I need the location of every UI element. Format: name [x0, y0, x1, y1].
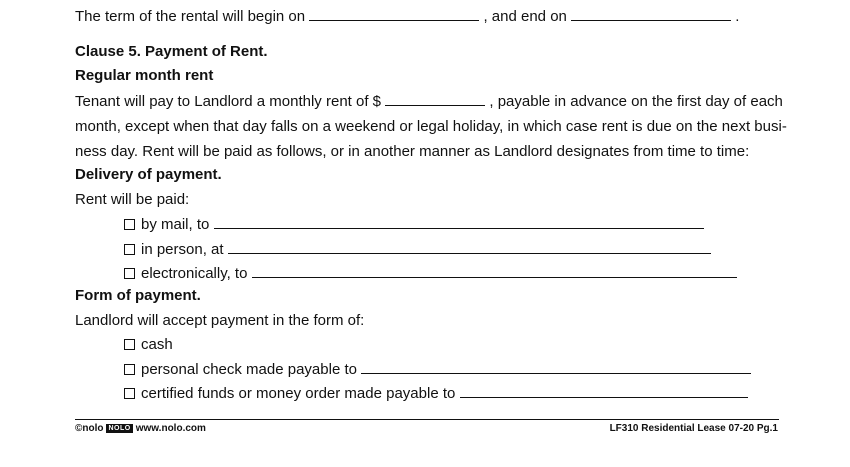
rent-para-line3: ness day. Rent will be paid as follows, or in another manner as Landlord designates from time to time:	[75, 143, 750, 160]
form-option-certified	[124, 384, 748, 403]
electronic-recipient-field[interactable]	[252, 264, 737, 278]
term-end-field[interactable]	[571, 7, 731, 21]
checkbox-cash[interactable]	[124, 339, 135, 350]
checkbox-personal-check[interactable]	[124, 364, 135, 375]
form-heading: Form of payment.	[75, 287, 201, 304]
term-period: .	[735, 8, 740, 25]
checkbox-certified-funds[interactable]	[124, 388, 135, 399]
form-intro: Landlord will accept payment in the form of:	[75, 312, 365, 329]
mail-address-field[interactable]	[214, 215, 704, 229]
rent-amount-field[interactable]	[385, 92, 485, 106]
form-id: LF310 Residential Lease 07-20 Pg.1	[609, 423, 778, 434]
in-person-address-field[interactable]	[228, 240, 711, 254]
check-payee-field[interactable]	[361, 360, 751, 374]
delivery-heading: Delivery of payment.	[75, 166, 222, 183]
term-end-label: , and end on	[483, 8, 567, 25]
copyright-text: ©nolo	[75, 423, 104, 434]
footer-left	[75, 423, 206, 434]
mail-label: by mail, to	[141, 216, 210, 233]
checkbox-electronically[interactable]	[124, 268, 135, 279]
regular-rent-heading: Regular month rent	[75, 67, 214, 84]
electronically-label: electronically, to	[141, 265, 248, 282]
in-person-label: in person, at	[141, 241, 224, 258]
term-line	[75, 7, 739, 26]
rent-para-line1	[75, 92, 783, 111]
delivery-intro: Rent will be paid:	[75, 191, 190, 208]
form-option-cash	[124, 336, 173, 354]
delivery-option-electronic	[124, 264, 737, 283]
rent-payable-text: , payable in advance on the first day of each	[489, 93, 783, 110]
footer-divider	[75, 419, 779, 420]
website-link[interactable]: www.nolo.com	[135, 423, 206, 434]
checkbox-mail[interactable]	[124, 219, 135, 230]
form-option-check	[124, 360, 751, 379]
certified-payee-field[interactable]	[460, 384, 748, 398]
term-begin-field[interactable]	[309, 7, 479, 21]
nolo-logo: NOLO	[108, 425, 131, 432]
rent-amount-label: Tenant will pay to Landlord a monthly rent of $	[75, 93, 382, 110]
rent-para-line2: month, except when that day falls on a weekend or legal holiday, in which case rent is due on the next busi-	[75, 118, 787, 135]
delivery-option-person	[124, 240, 711, 259]
clause5-title: Clause 5. Payment of Rent.	[75, 43, 268, 60]
cash-label: cash	[141, 336, 173, 353]
delivery-option-mail	[124, 215, 704, 234]
term-begin-label: The term of the rental will begin on	[75, 8, 306, 25]
certified-funds-label: certified funds or money order made payable to	[141, 385, 456, 402]
personal-check-label: personal check made payable to	[141, 361, 357, 378]
checkbox-in-person[interactable]	[124, 244, 135, 255]
